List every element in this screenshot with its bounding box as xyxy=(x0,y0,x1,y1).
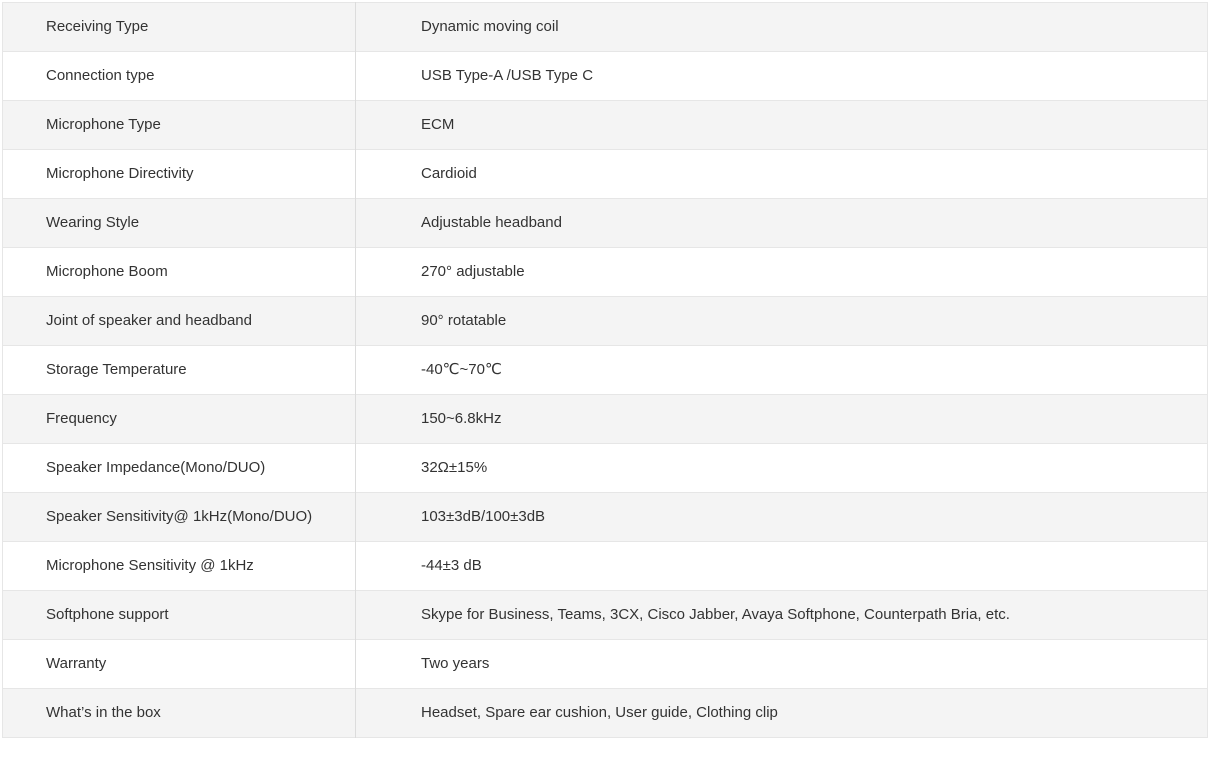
spec-label: Softphone support xyxy=(3,591,356,640)
table-row xyxy=(3,297,1208,346)
table-row xyxy=(3,346,1208,395)
spec-value: Skype for Business, Teams, 3CX, Cisco Jabber, Avaya Softphone, Counterpath Bria, etc. xyxy=(356,591,1208,640)
spec-table-body xyxy=(3,3,1208,738)
spec-label: Microphone Type xyxy=(3,101,356,150)
spec-label: Storage Temperature xyxy=(3,346,356,395)
spec-label: Frequency xyxy=(3,395,356,444)
spec-value: Adjustable headband xyxy=(356,199,1208,248)
table-row xyxy=(3,493,1208,542)
spec-label: What’s in the box xyxy=(3,689,356,738)
spec-label: Microphone Directivity xyxy=(3,150,356,199)
table-row xyxy=(3,248,1208,297)
spec-value: Cardioid xyxy=(356,150,1208,199)
table-row xyxy=(3,591,1208,640)
spec-label: Speaker Sensitivity@ 1kHz(Mono/DUO) xyxy=(3,493,356,542)
spec-label: Joint of speaker and headband xyxy=(3,297,356,346)
table-row xyxy=(3,101,1208,150)
spec-value: 150~6.8kHz xyxy=(356,395,1208,444)
spec-value: 103±3dB/100±3dB xyxy=(356,493,1208,542)
spec-label: Speaker Impedance(Mono/DUO) xyxy=(3,444,356,493)
spec-value: 32Ω±15% xyxy=(356,444,1208,493)
spec-table xyxy=(2,2,1208,738)
table-row xyxy=(3,689,1208,738)
spec-value: ECM xyxy=(356,101,1208,150)
spec-value: Headset, Spare ear cushion, User guide, Clothing clip xyxy=(356,689,1208,738)
spec-value: USB Type-A /USB Type C xyxy=(356,52,1208,101)
table-row xyxy=(3,395,1208,444)
table-row xyxy=(3,640,1208,689)
table-row xyxy=(3,542,1208,591)
table-row xyxy=(3,52,1208,101)
spec-value: 90° rotatable xyxy=(356,297,1208,346)
spec-value: -40℃~70℃ xyxy=(356,346,1208,395)
spec-label: Warranty xyxy=(3,640,356,689)
spec-value: Two years xyxy=(356,640,1208,689)
table-row xyxy=(3,3,1208,52)
table-row xyxy=(3,199,1208,248)
spec-label: Wearing Style xyxy=(3,199,356,248)
spec-label: Microphone Sensitivity @ 1kHz xyxy=(3,542,356,591)
spec-label: Microphone Boom xyxy=(3,248,356,297)
table-row xyxy=(3,444,1208,493)
spec-value: 270° adjustable xyxy=(356,248,1208,297)
spec-label: Receiving Type xyxy=(3,3,356,52)
spec-value: -44±3 dB xyxy=(356,542,1208,591)
spec-value: Dynamic moving coil xyxy=(356,3,1208,52)
table-row xyxy=(3,150,1208,199)
spec-label: Connection type xyxy=(3,52,356,101)
